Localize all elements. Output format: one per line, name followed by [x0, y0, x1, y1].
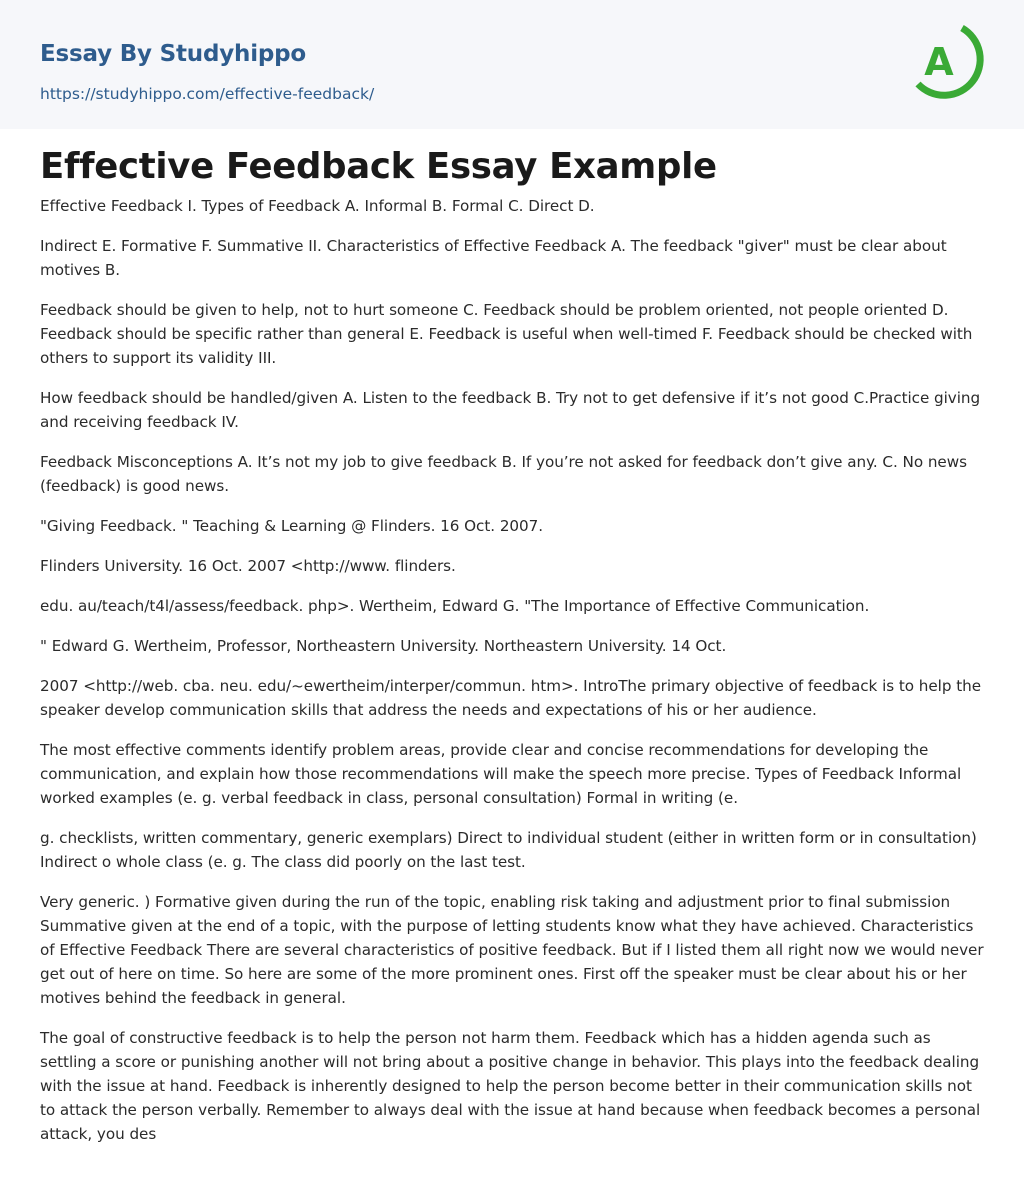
essay-paragraph: Very generic. ) Formative given during the run of the topic, enabling risk taking and adjustment prior to final submission Summative given at the end of a topic, with the purpose of letting students know what they have achieved. Characteristics of Effective Feedback There are several characteristics of positive feedback. But if I listed them all right now we would never get out of here on time. So here are some of the more prominent ones. First off the speaker must be clear about his or her motives behind the feedback in general. — [40, 893, 984, 1007]
essay-paragraph: How feedback should be handled/given A. Listen to the feedback B. Try not to get defensive if it’s not good C.Practice giving and receiving feedback IV. — [40, 389, 981, 431]
page-title: Effective Feedback Essay Example — [40, 146, 717, 187]
essay-paragraph: Indirect E. Formative F. Summative II. Characteristics of Effective Feedback A. The feedback "giver" must be clear about motives B. — [40, 237, 947, 279]
essay-paragraph: g. checklists, written commentary, generic exemplars) Direct to individual student (either in written form or in consultation) Indirect o whole class (e. g. The class did poorly on the last test. — [40, 829, 977, 871]
studyhippo-logo-icon — [912, 18, 988, 106]
essay-paragraph: The goal of constructive feedback is to help the person not harm them. Feedback which has a hidden agenda such as settling a score or punishing another will not bring about a positive change in behavior. This plays into the feedback dealing with the issue at hand. Feedback is inherently designed to help the person become better in their communication skills not to attack the person verbally. Remember to always deal with the issue at hand because when feedback becomes a personal attack, you des — [40, 1029, 981, 1143]
essay-body — [40, 194, 986, 1162]
essay-paragraph: Feedback should be given to help, not to hurt someone C. Feedback should be problem oriented, not people oriented D. Feedback should be specific rather than general E. Feedback is useful when well-timed F. Feedback should be checked with others to support its validity III. — [40, 301, 973, 367]
site-title: Essay By Studyhippo — [40, 41, 307, 67]
essay-paragraph: " Edward G. Wertheim, Professor, Northeastern University. Northeastern University. 14 Oct. — [40, 637, 727, 655]
source-url-link[interactable]: https://studyhippo.com/effective-feedback/ — [40, 85, 375, 103]
essay-paragraph: Effective Feedback I. Types of Feedback A. Informal B. Formal C. Direct D. — [40, 197, 595, 215]
logo-letter: A — [924, 40, 954, 84]
essay-paragraph: "Giving Feedback. " Teaching & Learning @ Flinders. 16 Oct. 2007. — [40, 517, 544, 535]
essay-paragraph: Flinders University. 16 Oct. 2007 <http://www. flinders. — [40, 557, 456, 575]
essay-paragraph: edu. au/teach/t4l/assess/feedback. php>. Wertheim, Edward G. "The Importance of Effective Communication. — [40, 597, 870, 615]
essay-paragraph: The most effective comments identify problem areas, provide clear and concise recommendations for developing the communication, and explain how those recommendations will make the speech more precise. Types of Feedback Informal worked examples (e. g. verbal feedback in class, personal consultation) Formal in writing (e. — [40, 741, 962, 807]
essay-paragraph: Feedback Misconceptions A. It’s not my job to give feedback B. If you’re not asked for feedback don’t give any. C. No news (feedback) is good news. — [40, 453, 967, 495]
essay-paragraph: 2007 <http://web. cba. neu. edu/~ewertheim/interper/commun. htm>. IntroThe primary objective of feedback is to help the speaker develop communication skills that address the needs and expectations of his or her audience. — [40, 677, 981, 719]
